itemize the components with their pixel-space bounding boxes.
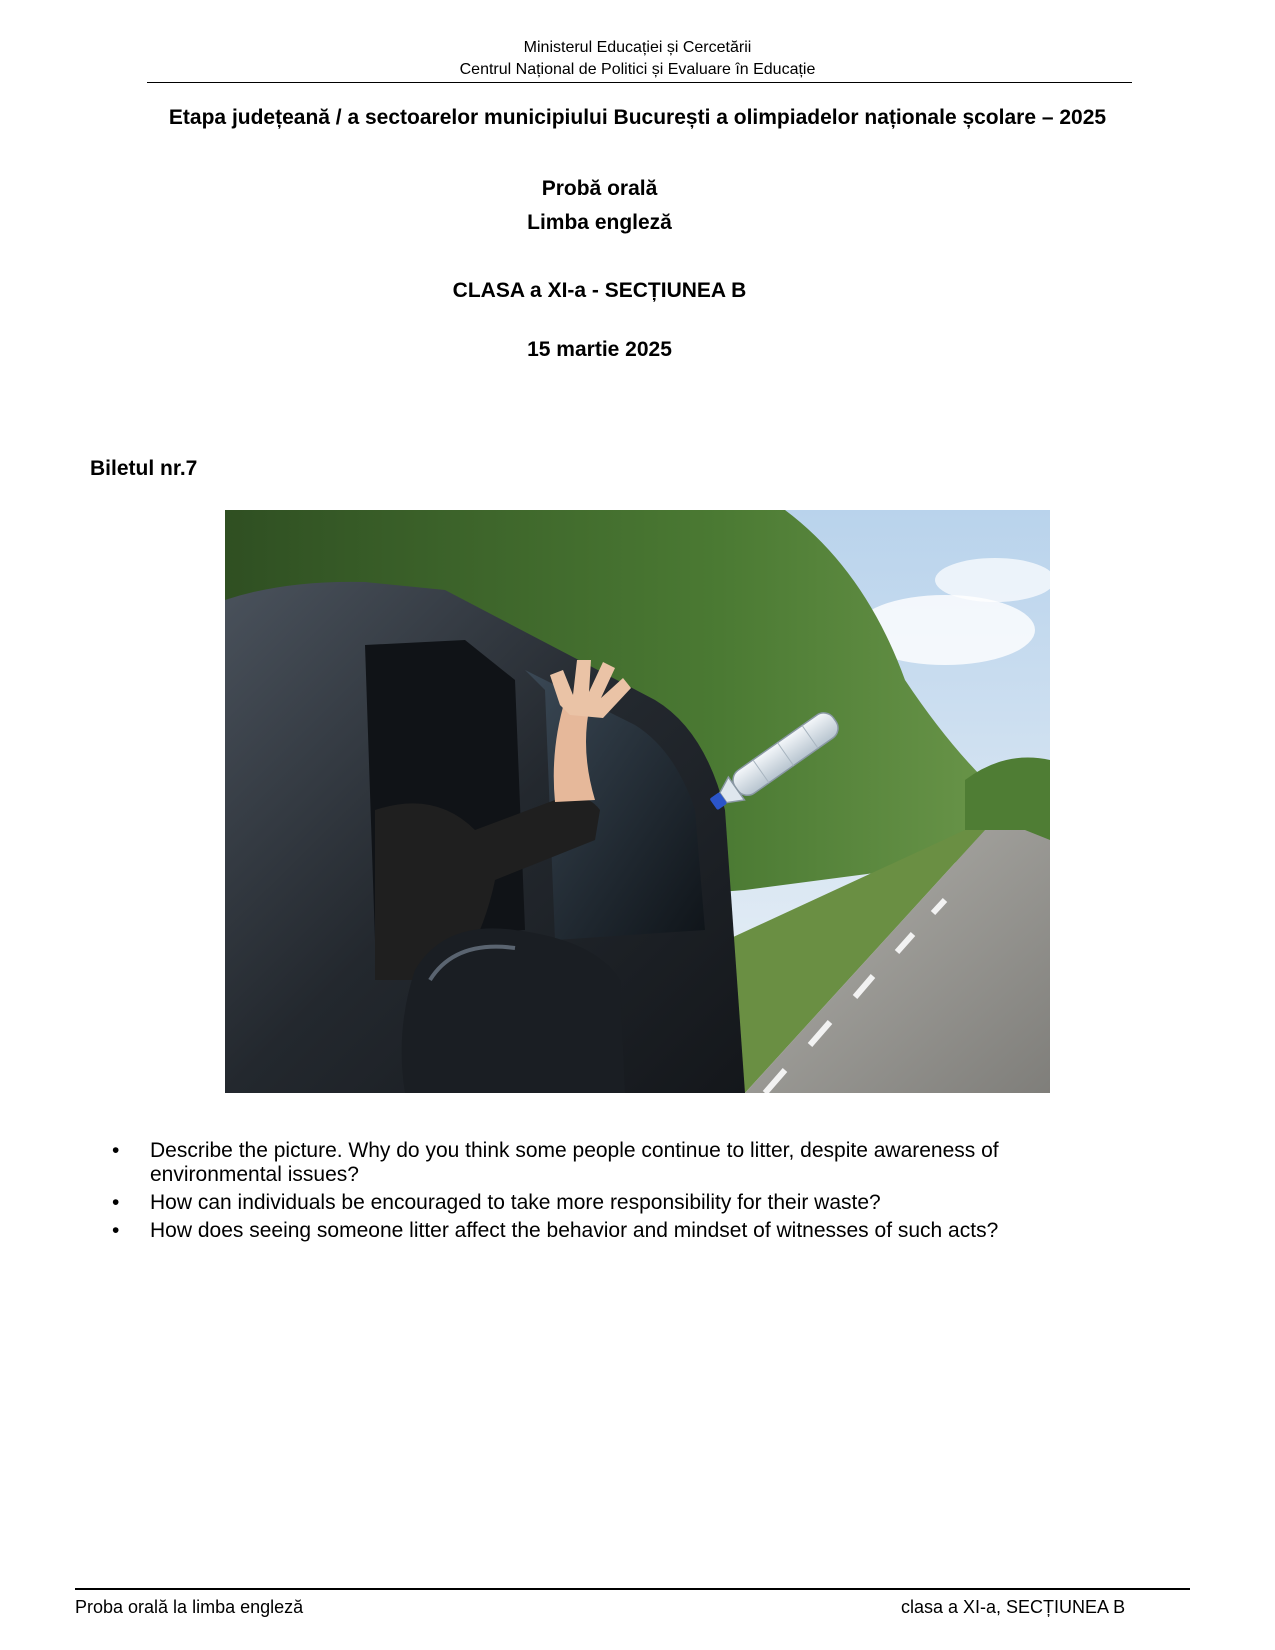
question-list [112,1139,1112,1247]
question-text: How does seeing someone litter affect the behavior and mindset of witnesses of such acts? [150,1219,999,1242]
footer-left: Proba orală la limba engleză [75,1597,304,1617]
photo-illustration [225,510,1050,1093]
bullet: • [112,1219,120,1242]
side-mirror [402,928,625,1093]
ticket-number: Biletul nr.7 [90,457,198,480]
exam-class-section: CLASA a XI-a - SECȚIUNEA B [452,279,747,302]
competition-title: Etapa județeană / a sectoarelor municipiului București a olimpiadelor naționale școlare – 2025 [168,106,1107,129]
header-divider [147,82,1132,83]
question-text: Describe the picture. Why do you think some people continue to litter, despite awareness of environmental issues? [150,1139,999,1186]
car-window-litter-photo [225,510,1050,1093]
bullet: • [112,1139,120,1162]
question-text: How can individuals be encouraged to take more responsibility for their waste? [150,1191,881,1214]
exam-type: Probă orală [541,177,658,200]
list-item [112,1191,1112,1215]
list-item [112,1219,1112,1243]
ministry-name: Ministerul Educației și Cercetării [523,39,752,56]
cloud [935,558,1050,602]
list-item [112,1139,1112,1187]
footer-divider [75,1588,1190,1590]
exam-subject: Limba engleză [527,211,672,234]
footer-right: clasa a XI-a, SECȚIUNEA B [901,1597,1126,1617]
exam-date: 15 martie 2025 [527,338,672,361]
bullet: • [112,1191,120,1214]
center-name: Centrul Național de Politici și Evaluare în Educație [459,61,816,78]
